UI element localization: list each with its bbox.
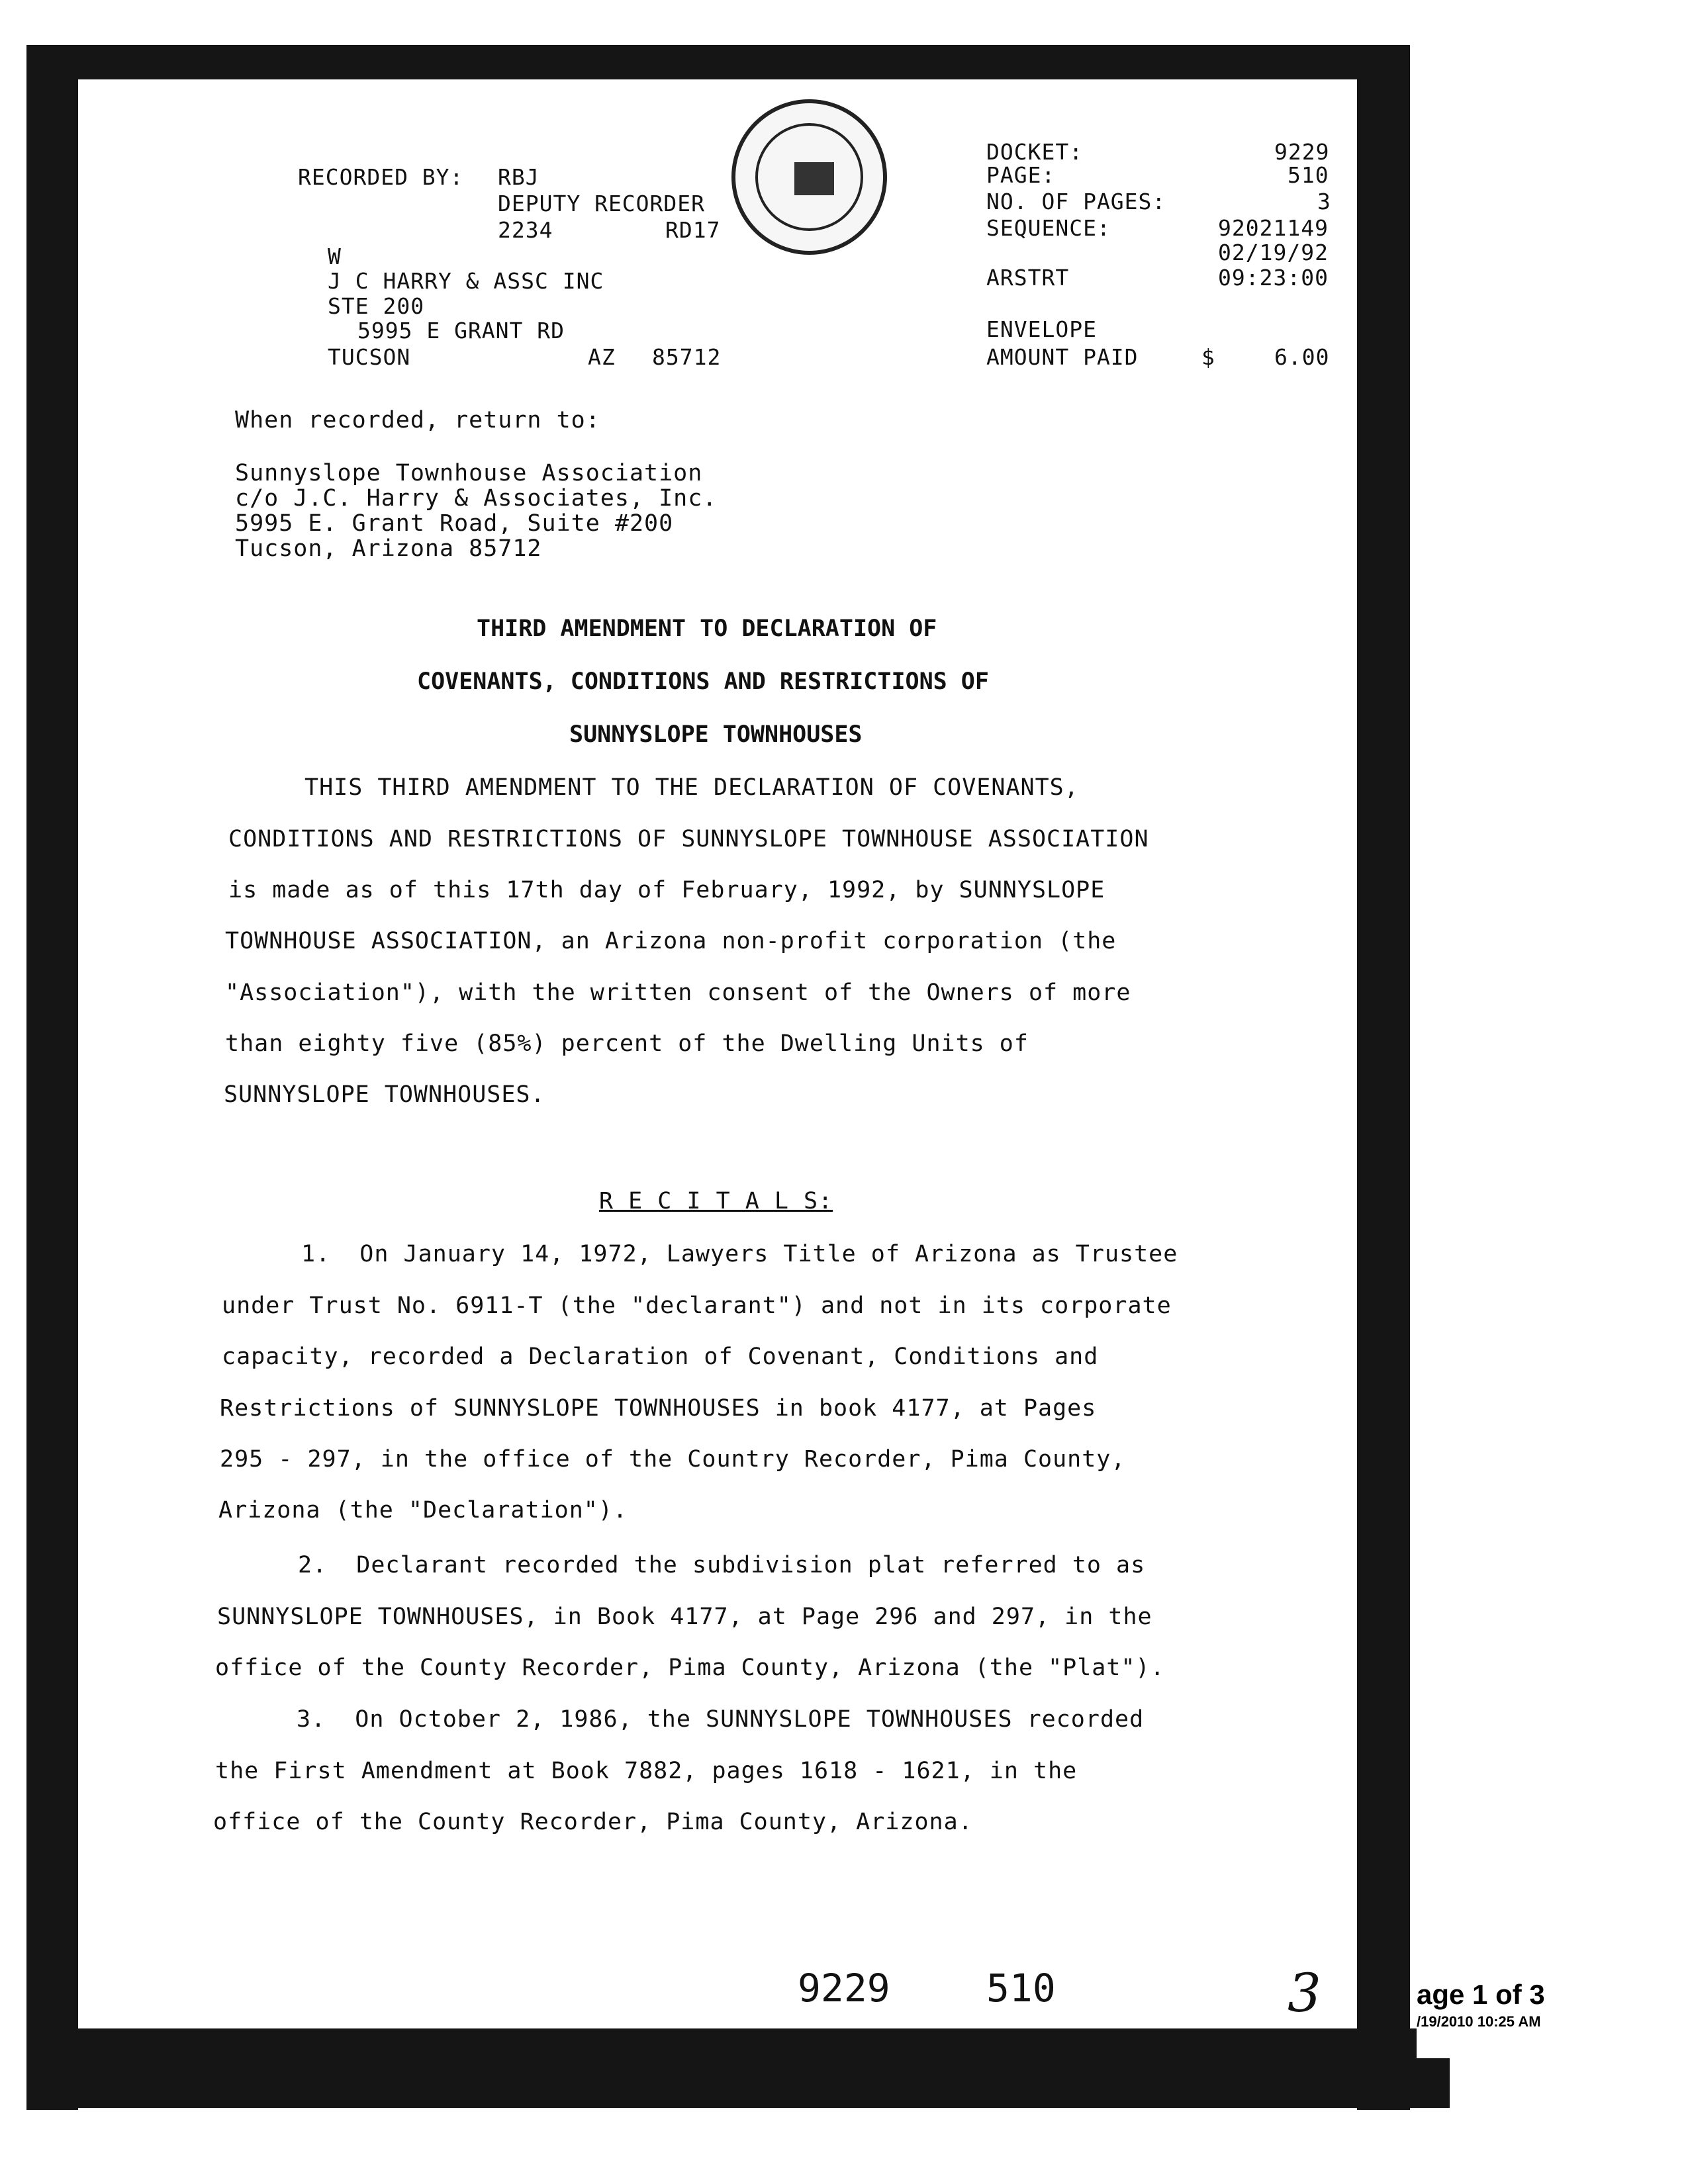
recorder-suite: STE 200 [328, 293, 425, 319]
return-line-2: c/o J.C. Harry & Associates, Inc. [235, 485, 718, 512]
arstrt-label: ARSTRT [986, 265, 1070, 291]
amount-value: 6.00 [1274, 344, 1330, 370]
recorded-by: RBJ [498, 164, 539, 190]
recital-1-line: 295 - 297, in the office of the Country Recorder, Pima County, [220, 1446, 1126, 1473]
envelope-label: ENVELOPE [986, 316, 1097, 342]
pages-value: 3 [1317, 189, 1331, 214]
record-date: 02/19/92 [1218, 240, 1329, 265]
recital-1-line: capacity, recorded a Declaration of Covenant, Conditions and [222, 1343, 1099, 1370]
deputy-number: 2234 [498, 217, 553, 243]
scan-border-bottom [26, 2028, 1450, 2108]
recital-3-line: office of the County Recorder, Pima County, Arizona. [213, 1809, 973, 1835]
amount-label: AMOUNT PAID [986, 344, 1139, 370]
recital-2-line: office of the County Recorder, Pima County, Arizona (the "Plat"). [215, 1655, 1165, 1681]
docket-label: DOCKET: [986, 139, 1084, 165]
recorder-street: 5995 E GRANT RD [357, 318, 565, 343]
deputy-code: RD17 [665, 217, 721, 243]
return-line-1: Sunnyslope Townhouse Association [235, 460, 703, 486]
scan-border-right [1357, 45, 1410, 2110]
seal-emblem [794, 162, 834, 195]
page-label: PAGE: [986, 162, 1056, 188]
seal-inner-ring [755, 123, 863, 231]
sequence-label: SEQUENCE: [986, 215, 1111, 241]
recital-3-line: 3. On October 2, 1986, the SUNNYSLOPE TOWNHOUSES recorded [297, 1706, 1145, 1733]
recital-3-line: the First Amendment at Book 7882, pages 1618 - 1621, in the [215, 1758, 1078, 1784]
footer-page: 510 [986, 1966, 1056, 2011]
pages-label: NO. OF PAGES: [986, 189, 1166, 214]
recorder-company: J C HARRY & ASSC INC [328, 268, 604, 294]
deputy-recorder-label: DEPUTY RECORDER [498, 191, 706, 216]
title-line-2: COVENANTS, CONDITIONS AND RESTRICTIONS OF [417, 668, 989, 695]
recital-2-line: 2. Declarant recorded the subdivision plat referred to as [298, 1552, 1146, 1578]
title-line-3: SUNNYSLOPE TOWNHOUSES [569, 721, 863, 748]
recorded-by-label: RECORDED BY: [298, 164, 464, 190]
docket-value: 9229 [1274, 139, 1330, 165]
pima-county-seal [731, 99, 887, 255]
intro-line: TOWNHOUSE ASSOCIATION, an Arizona non-profit corporation (the [225, 928, 1117, 954]
print-timestamp: /19/2010 10:25 AM [1417, 2013, 1541, 2030]
recorder-zip: 85712 [652, 344, 722, 370]
sequence-value: 92021149 [1218, 215, 1329, 241]
return-line-3: 5995 E. Grant Road, Suite #200 [235, 510, 674, 537]
recital-1-line: under Trust No. 6911-T (the "declarant") and not in its corporate [222, 1293, 1172, 1319]
page-counter-box [1417, 1979, 1575, 2058]
currency-symbol: $ [1201, 344, 1215, 370]
return-line-4: Tucson, Arizona 85712 [235, 535, 542, 562]
recital-1-line: 1. On January 14, 1972, Lawyers Title of Arizona as Trustee [301, 1241, 1178, 1267]
return-to-label: When recorded, return to: [235, 407, 600, 433]
page-value: 510 [1288, 162, 1329, 188]
recital-2-line: SUNNYSLOPE TOWNHOUSES, in Book 4177, at Page 296 and 297, in the [217, 1604, 1152, 1630]
intro-line: "Association"), with the written consent of the Owners of more [225, 979, 1131, 1006]
recital-1-line: Restrictions of SUNNYSLOPE TOWNHOUSES in book 4177, at Pages [220, 1395, 1097, 1422]
recorder-state: AZ [588, 344, 616, 370]
recital-1-line: Arizona (the "Declaration"). [218, 1497, 628, 1524]
intro-line: THIS THIRD AMENDMENT TO THE DECLARATION OF COVENANTS, [305, 774, 1079, 801]
title-line-1: THIRD AMENDMENT TO DECLARATION OF [477, 615, 937, 642]
record-time: 09:23:00 [1218, 265, 1329, 291]
intro-line: CONDITIONS AND RESTRICTIONS OF SUNNYSLOPE TOWNHOUSE ASSOCIATION [228, 826, 1149, 852]
intro-line: is made as of this 17th day of February, 1992, by SUNNYSLOPE [228, 877, 1105, 903]
scan-border-left [26, 45, 78, 2110]
intro-line: than eighty five (85%) percent of the Dwelling Units of [225, 1030, 1029, 1057]
handwritten-page-mark: 3 [1288, 1962, 1321, 2024]
w-mark: W [328, 244, 342, 269]
recorder-city: TUCSON [328, 344, 411, 370]
footer-docket: 9229 [798, 1966, 890, 2011]
intro-line: SUNNYSLOPE TOWNHOUSES. [224, 1081, 545, 1108]
scan-border-top [26, 45, 1410, 79]
recitals-heading: R E C I T A L S: [599, 1188, 833, 1214]
page-of-label: age 1 of 3 [1417, 1979, 1545, 2010]
